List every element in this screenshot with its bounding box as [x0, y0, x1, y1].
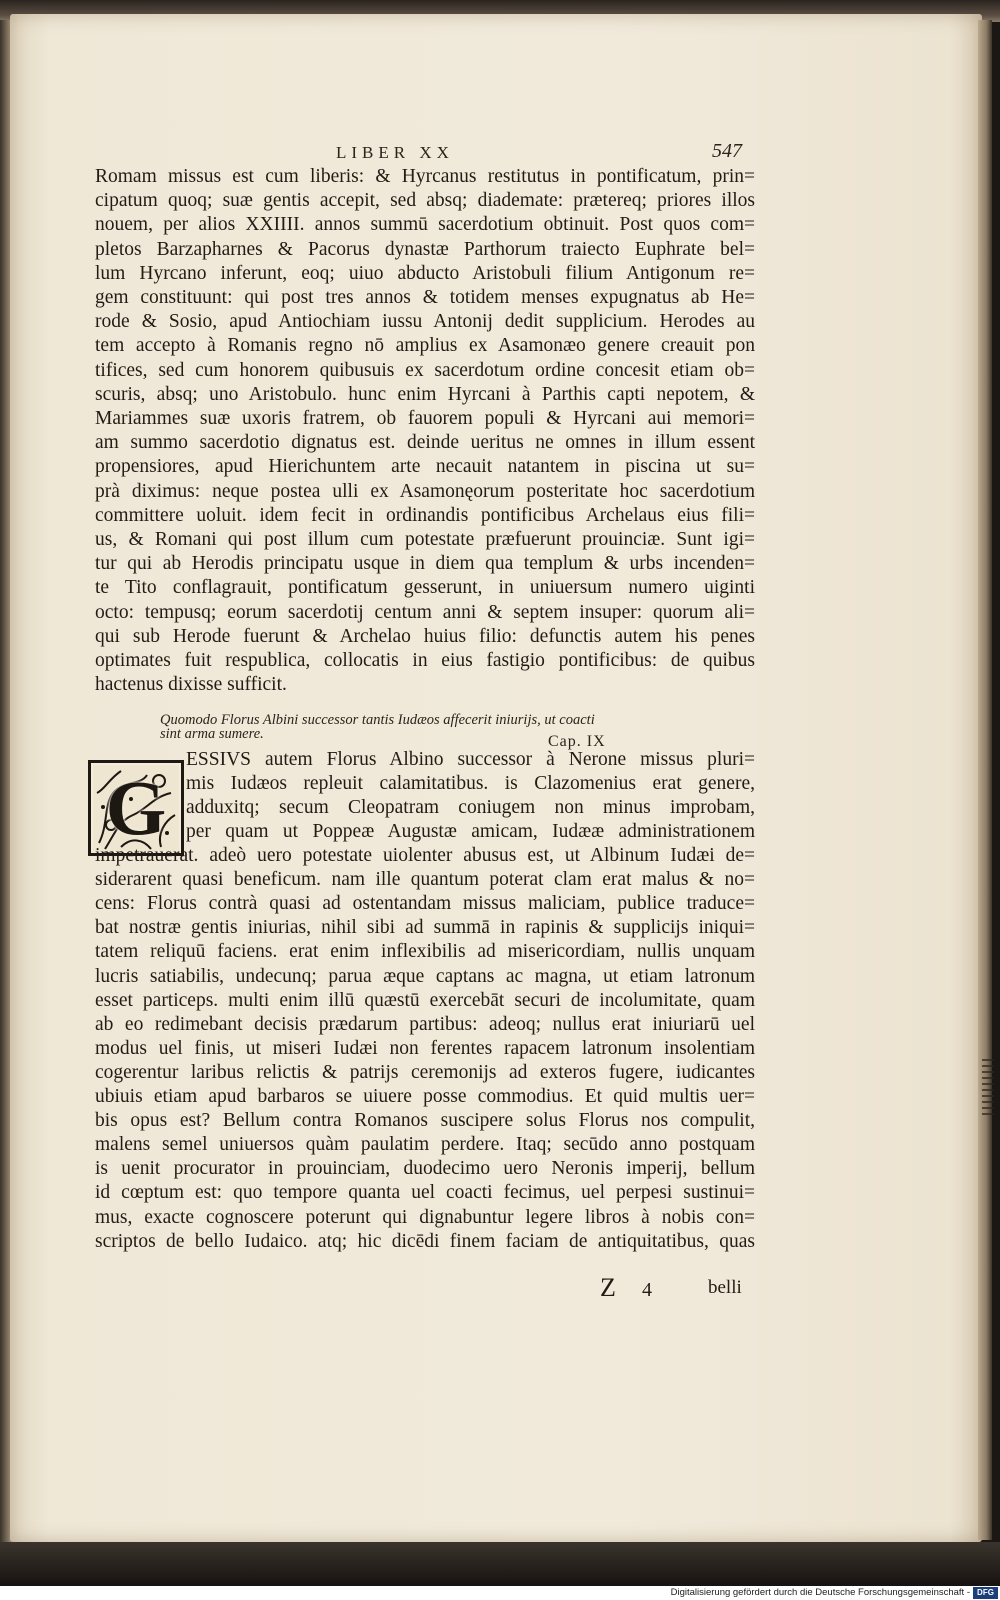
initial-letter: G	[105, 764, 167, 851]
text-line: gem constituunt: qui post tres annos & totidem menses expugnatus ab He=	[95, 287, 755, 308]
text-line: malens semel uniuersos quàm paulatim perdere. Itaq; secūdo anno postquam	[95, 1134, 755, 1156]
text-line: us, & Romani qui post illum cum potestate præfuerunt prouinciæ. Sunt igi=	[95, 529, 755, 550]
text-line: lum Hyrcano inferunt, eoq; uiuo abducto Aristobuli filium Antigonum re=	[95, 262, 755, 284]
text-line: adduxitq; secum Cleopatram coniugem non minus improbam,	[186, 797, 755, 818]
text-line: ESSIVS autem Florus Albino successor à Nerone missus pluri=	[186, 749, 755, 770]
text-line: cens: Florus contrà quasi ad ostentandam missus maliciam, publice traduce=	[95, 893, 755, 915]
text-line: tem accepto à Romanis regno nō amplius ex Asamonæo genere creauit pon	[95, 335, 755, 357]
chapter-heading-line-2: sint arma sumere.	[160, 726, 264, 742]
text-line: bis opus est? Bellum contra Romanos suscipere solus Florus nos compulit,	[95, 1110, 755, 1132]
text-line: cipatum quoq; suæ gentis accepit, sed absq; diademate: prætereq; priores illos	[95, 190, 755, 212]
text-line: lucris satiabilis, undecunq; parua æque captans ac magna, ut etiam latronum	[95, 965, 755, 987]
decorated-initial	[88, 760, 184, 856]
page-edge-right	[978, 20, 992, 1540]
page-number: 547	[712, 140, 742, 162]
digitization-credit: Digitalisierung gefördert durch die Deutsche Forschungsgemeinschaft -	[670, 1587, 970, 1598]
text-line: cogerentur laribus relictis & patrijs ceremonijs ad exteros fugere, iudicantes	[95, 1061, 755, 1083]
text-line: siderarent quasi beneficum. nam ille quantum poterat clam erat malus & no=	[95, 869, 755, 891]
text-line: is uenit procurator in prouinciam, duodecimo uero Neronis imperij, bellum	[95, 1158, 755, 1180]
text-line: rode & Sosio, apud Antiochiam iussu Antonij dedit supplicium. Herodes au	[95, 311, 755, 333]
signature-number: 4	[642, 1279, 652, 1301]
text-line: scriptos de bello Iudaico. atq; hic dicēdi finem faciam de antiquitatibus, quas	[95, 1230, 755, 1252]
scan-background-bottom	[0, 1542, 1000, 1587]
text-line: mis Iudæos repleuit calamitatibus. is Clazomenius erat genere,	[186, 773, 755, 794]
text-line: tifices, sed cum honorem quibusuis ex sacerdotum ordine concesit etiam ob=	[95, 359, 755, 381]
text-line: ab eo redimebant decisis prædarum partibus: adeoq; nullus erat iniuriarū uel	[95, 1013, 755, 1035]
text-line: te Tito conflagrauit, pontificatum gesserunt, in uniuersum numero uiginti	[95, 577, 755, 599]
text-line: modus uel finis, ut miseri Iudæi non ferentes rapacem latronum insolentiam	[95, 1037, 755, 1059]
text-line: tur qui ab Herodis principatu usque in diem qua templum & urbs incenden=	[95, 553, 755, 575]
text-line: ubiuis etiam apud barbaros se uiuere posse commodius. Et quid multis uer=	[95, 1086, 755, 1107]
text-line: id cœptum est: quo tempore quanta uel coacti fecimus, uel perpesi sustinui=	[95, 1182, 755, 1204]
text-line: Mariammes suæ uxoris fratrem, ob fauorem populi & Hyrcani aui memori=	[95, 408, 755, 429]
text-line: Romam missus est cum liberis: & Hyrcanus restitutus in pontificatum, prin=	[95, 166, 755, 187]
chapter-heading	[160, 712, 760, 743]
text-line: qui sub Herode fuerunt & Archelao huius filio: defunctis autem his penes	[95, 625, 755, 647]
text-line: hactenus dixisse sufficit.	[95, 674, 287, 696]
text-line: am summo sacerdotio dignatus est. deinde ueritus ne omnes in illum essent	[95, 432, 755, 454]
dfg-logo: DFG	[973, 1587, 998, 1599]
text-line: esset particeps. multi enim illū quæstū exercebāt securi de incolumitate, quam	[95, 989, 755, 1011]
text-line: scuris, absq; uno Aristobulo. hunc enim Hyrcani à Parthis capti nepotem, &	[95, 383, 755, 405]
text-line: tatem reliquū faciens. erat enim inflexibilis ad misericordiam, nullis unquam	[95, 941, 755, 963]
running-head: LIBER XX	[336, 143, 454, 162]
chapter-label: Cap. IX	[548, 733, 606, 750]
signature-mark: Z	[600, 1273, 616, 1302]
text-line: mus, exacte cognoscere poterunt qui dignabuntur legere libros à nobis con=	[95, 1206, 755, 1228]
text-line: bat nostræ gentis iniurias, nihil sibi ad summā in rapinis & supplicijs iniqui=	[95, 917, 755, 939]
text-line: nouem, per alios XXIIII. annos summū sacerdotium obtinuit. Post quos com=	[95, 214, 755, 236]
edge-bleed-marks	[982, 1055, 994, 1115]
text-line: optimates fuit respublica, collocatis in eius fastigio pontificibus: de quibus	[95, 650, 755, 671]
catchword: belli	[708, 1277, 742, 1298]
text-line: pletos Barzapharnes & Pacorus dynastæ Parthorum traiecto Euphrate bel=	[95, 238, 755, 260]
text-line: prà diximus: neque postea ulli ex Asamonęorum posteritate hoc sacerdotium	[95, 480, 755, 502]
text-line: octo: tempusq; eorum sacerdotij centum anni & septem insuper: quorum ali=	[95, 601, 755, 623]
text-line: committere uoluit. idem fecit in ordinandis pontificibus Archelaus eius fili=	[95, 504, 755, 526]
text-line: impetrauerat. adeò uero potestate uiolenter abusus est, ut Albinum Iudæi de=	[95, 845, 755, 866]
chapter-heading-line-1: Quomodo Florus Albini successor tantis Iudæos affecerit iniurijs, ut coacti	[160, 712, 595, 728]
text-line: per quam ut Poppeæ Augustæ amicam, Iudææ administrationem	[186, 821, 755, 842]
text-line: propensiores, apud Hierichuntem arte necauit natantem in piscina ut su=	[95, 456, 755, 478]
